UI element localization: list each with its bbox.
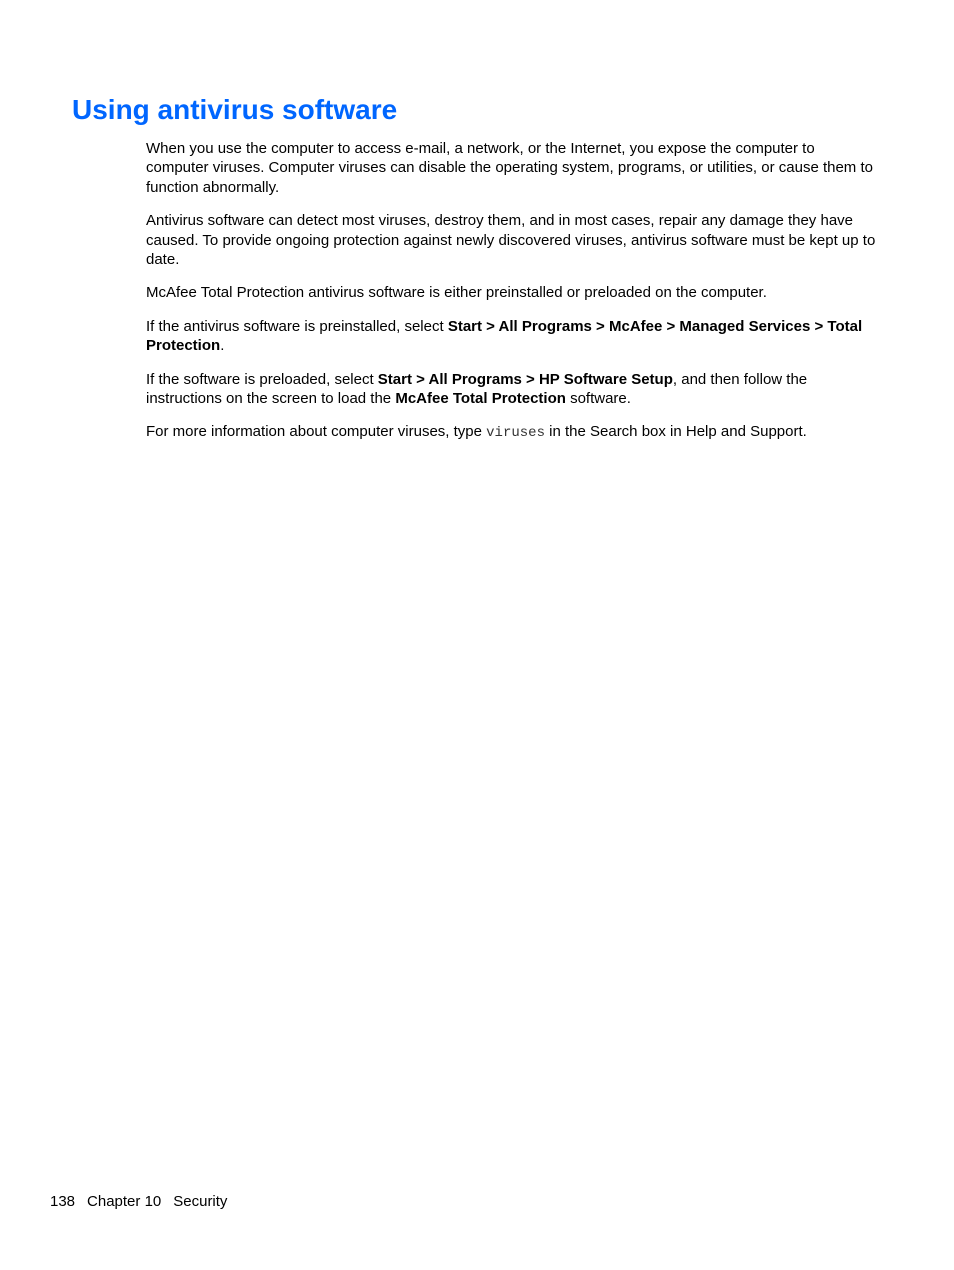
- paragraph-preloaded: [146, 370, 876, 409]
- page-title: Using antivirus software: [72, 94, 398, 125]
- preloaded-mid-text: , and then follow the instructions on the screen to load the: [146, 370, 808, 408]
- more-info-lead-text: For more information about computer viruses, type: [146, 423, 487, 441]
- preloaded-product-name: McAfee Total Protection: [395, 390, 566, 408]
- paragraph-mcafee: McAfee Total Protection antivirus software is either preinstalled or preloaded on the computer.: [146, 284, 767, 302]
- preloaded-tail-text: software.: [565, 390, 631, 408]
- paragraph-detection: Antivirus software can detect most viruses, destroy them, and in most cases, repair any damage they have caused. To provide ongoing protection against newly discovered viruses, antivirus software must be kept up to date.: [146, 212, 876, 269]
- preloaded-lead-text: If the software is preloaded, select: [146, 370, 378, 388]
- more-info-tail-text: in the Search box in Help and Support.: [544, 423, 807, 441]
- preinstalled-tail-text: .: [220, 337, 225, 355]
- section-label: Security: [173, 1193, 228, 1210]
- page-footer: [50, 1192, 239, 1212]
- preinstalled-lead-text: If the antivirus software is preinstalled, select: [146, 317, 448, 335]
- paragraph-more-info: [146, 422, 876, 443]
- page-number: 138: [50, 1193, 76, 1210]
- search-term-code: viruses: [486, 425, 545, 442]
- paragraph-intro: When you use the computer to access e-mail, a network, or the Internet, you expose the computer to computer viruses. Computer viruses can disable the operating system, programs, or utilities, or cause them to function abnormally.: [146, 140, 873, 196]
- preinstalled-menu-path: Start > All Programs > McAfee > Managed Services > Total Protection: [146, 317, 863, 355]
- preloaded-menu-path: Start > All Programs > HP Software Setup: [377, 370, 673, 388]
- paragraph-preinstalled: [146, 317, 876, 356]
- chapter-label: Chapter 10: [87, 1193, 162, 1210]
- article-body: [146, 139, 876, 458]
